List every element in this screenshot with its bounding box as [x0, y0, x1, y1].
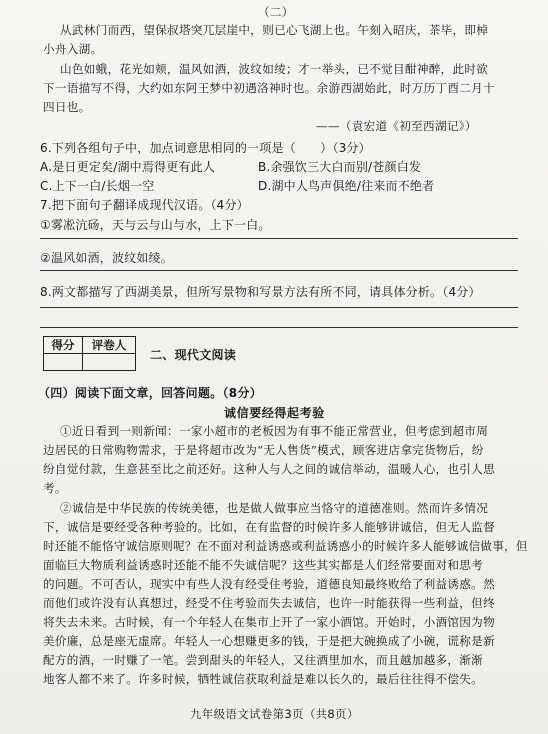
score-cell[interactable]: [44, 354, 83, 371]
grader-cell[interactable]: [83, 354, 136, 371]
q7-answer-line-2: [40, 270, 518, 271]
q8-stem: 8.两文都描写了西湖美景，但所写景物和写景方法有所不同，请具体分析。（4分）: [40, 285, 481, 299]
q6-option-a: A.是日更定矣/湖中焉得更有此人: [40, 160, 216, 174]
q7-sentence2: ②温风如酒，波纹如绫。: [40, 251, 173, 265]
article-p2-line5: 的问题。不可否认，现实中有些人没有经受住考验，道德良知最终败给了利益诱惑。然: [43, 577, 495, 591]
score-table-header-grader: 评卷人: [83, 337, 136, 354]
passage-p2-line3: 四日也。: [43, 100, 91, 114]
passage-source: ——（袁宏道《初至西湖记》）: [316, 119, 477, 133]
article-p2-line10: 地客人都不来了。许多时候，牺牲诚信获取利益是难以长久的，最后往往得不偿失。: [43, 672, 484, 686]
article-title: 诚信要经得起考验: [224, 406, 325, 420]
article-p2-line8: 美价廉，总是座无虚席。年轻人一心想赚更多的钱，于是把大碗换成了小碗，谎称是新: [43, 634, 495, 648]
q6-option-c: C.上下一白/长烟一空: [40, 179, 155, 193]
q6-stem: 6.下列各组句子中，加点词意思相同的一项是（ ）（3分）: [40, 141, 371, 155]
q6-option-b: B.余强饮三大白而别/苍颜白发: [258, 160, 422, 174]
page-footer: 九年级语文试卷第3页（共8页）: [190, 707, 359, 721]
article-p1-line2: 边居民的日常购物需求，于是将超市改为“无人售货”模式，顾客进店拿完货物后，纷: [43, 443, 484, 457]
article-p2-line9: 配方的酒，一时赚了一笔。尝到甜头的年轻人，又往酒里加水，而且越加越多，渐渐: [43, 653, 484, 667]
article-p1-line3: 纷自觉付款，生意甚至比之前还好。这种人与人之间的诚信举动，温暖人心，也引人思: [43, 462, 495, 476]
q8-answer-line-1: [40, 307, 518, 308]
q6-option-d: D.湖中人鸟声俱绝/往来而不绝者: [258, 179, 435, 193]
passage-p1-line1: 从武林门而西，望保叔塔突兀层崖中，则已心飞湖上也。午刻入昭庆，茶毕，即棹: [60, 23, 489, 37]
article-p2-line1: ②诚信是中华民族的传统美德，也是做人做事应当恪守的道德准则。然而许多情况: [60, 501, 489, 515]
article-p2-line3: 时还能不能恪守诚信原则呢？在不面对利益诱惑或利益诱惑小的时候许多人能够诚信做事，但: [43, 539, 528, 553]
passage-p1-line2: 小舟入湖。: [43, 42, 103, 56]
article-p2-line2: 下，诚信是要经受各种考验的。比如，在有监督的时候许多人能够讲诚信，但无人监督: [43, 520, 495, 534]
passage-p2-line1: 山色如蛾，花光如颊，温风如酒，波纹如绫；才一举头，已不觉目酣神醉，此时欲: [60, 62, 489, 76]
article-p2-line7: 将失去未来。古时候，有一个年轻人在集市上开了一家小酒馆。开始时，小酒馆因为物: [43, 615, 495, 629]
article-p2-line6: 而他们或许没有认真想过，经受不住考验而失去诚信，也许一时能获得一些利益，但终: [43, 596, 495, 610]
part4-instruction: （四）阅读下面文章，回答问题。（8分）: [38, 386, 263, 400]
score-table-header-score: 得分: [44, 337, 83, 354]
section-label: （二）: [258, 5, 294, 19]
q7-sentence1: ①雾凇沆砀，天与云与山与水，上下一白。: [40, 218, 271, 232]
passage-p2-line2: 下一语描写不得，大约如东阿王梦中初遇洛神时也。余游西湖始此，时万历丁酉二月十: [43, 81, 495, 95]
part2-title: 二、现代文阅读: [150, 348, 237, 362]
article-p1-line1: ①近日看到一则新闻：一家小超市的老板因为有事不能正常营业，但考虑到超市周: [60, 424, 489, 438]
q7-answer-line-1: [40, 238, 518, 239]
score-table: [43, 336, 136, 371]
q8-answer-line-2: [40, 327, 518, 328]
article-p2-line4: 面临巨大物质利益诱惑时还能不能不失诚信呢？这些其实都是人们经常要面对和思考: [43, 558, 484, 572]
q7-stem: 7.把下面句子翻译成现代汉语。（4分）: [40, 198, 249, 212]
article-p1-line4: 考。: [43, 481, 67, 495]
